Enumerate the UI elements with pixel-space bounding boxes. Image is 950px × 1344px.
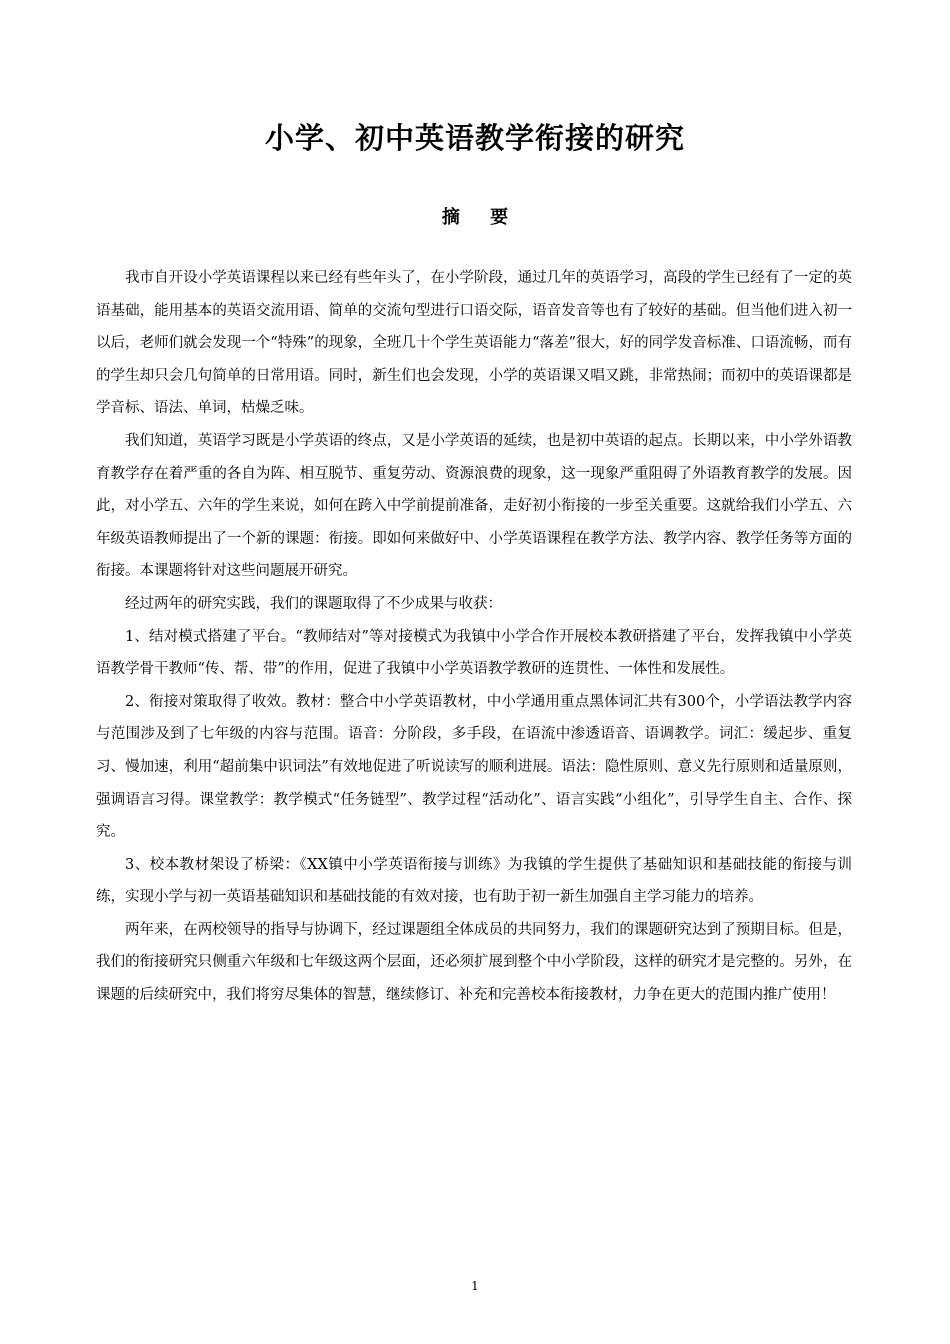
page-number: 1	[471, 1279, 479, 1293]
paragraph: 3、校本教材架设了桥梁：《XX镇中小学英语衔接与训练》为我镇的学生提供了基础知识和基础技能的衔接与训练，实现小学与初一英语基础知识和基础技能的有效对接，也有助于初一新生加强自主学习能力的培养。	[96, 856, 852, 906]
paragraph: 经过两年的研究实践，我们的课题取得了不少成果与收获：	[125, 595, 502, 612]
paragraph: 我市自开设小学英语课程以来已经有些年头了，在小学阶段，通过几年的英语学习，高段的学生已经有了一定的英语基础，能用基本的英语交流用语、简单的交流句型进行口语交际，语音发音等也有了较好的基础。但当他们进入初一以后，老师们就会发现一个“特殊”的现象，全班几十个学生英语能力“落差”很大，好的同学发音标准、口语流畅，而有的学生却只会几句简单的日常用语。同时，新生们也会发现，小学的英语课又唱又跳，非常热闹；而初中的英语课都是学音标、语法、单词，枯燥乏味。	[96, 270, 852, 417]
paragraph: 我们知道，英语学习既是小学英语的终点，又是小学英语的延续，也是初中英语的起点。长期以来，中小学外语教育教学存在着严重的各自为阵、相互脱节、重复劳动、资源浪费的现象，这一现象严重阻碍了外语教育教学的发展。因此，对小学五、六年的学生来说，如何在跨入中学前提前准备，走好初小衔接的一步至关重要。这就给我们小学五、六年级英语教师提出了一个新的课题：衔接。即如何来做好中、小学英语课程在教学方法、教学内容、教学任务等方面的衔接。本课题将针对这些问题展开研究。	[96, 432, 852, 580]
paragraph: 1、结对模式搭建了平台。“教师结对”等对接模式为我镇中小学合作开展校本教研搭建了平台，发挥我镇中小学英语教学骨干教师“传、帮、带”的作用，促进了我镇中小学英语教学教研的连贯性、一体性和发展性。	[96, 628, 852, 678]
abstract-body	[96, 262, 852, 1012]
document-title: 小学、初中英语教学衔接的研究	[264, 121, 685, 155]
paragraph: 两年来，在两校领导的指导与协调下，经过课题组全体成员的共同努力，我们的课题研究达到了预期目标。但是，我们的衔接研究只侧重六年级和七年级这两个层面，还必须扩展到整个中小学阶段，这样的研究才是完整的。另外，在课题的后续研究中，我们将穷尽集体的智慧，继续修订、补充和完善校本衔接教材，力争在更大的范围内推广使用！	[96, 921, 852, 1004]
paragraph: 2、衔接对策取得了收效。教材：整合中小学英语教材，中小学通用重点黑体词汇共有300个，小学语法教学内容与范围涉及到了七年级的内容与范围。语音：分阶段，多手段，在语流中渗透语音、语调教学。词汇：缓起步、重复习、慢加速，利用“超前集中识词法”有效地促进了听说读写的顺利进展。语法：隐性原则、意义先行原则和适量原则，强调语言习得。课堂教学：教学模式“任务链型”、教学过程“活动化”、语言实践“小组化”，引导学生自主、合作、探究。	[96, 693, 852, 841]
abstract-heading: 摘 要	[441, 207, 521, 228]
